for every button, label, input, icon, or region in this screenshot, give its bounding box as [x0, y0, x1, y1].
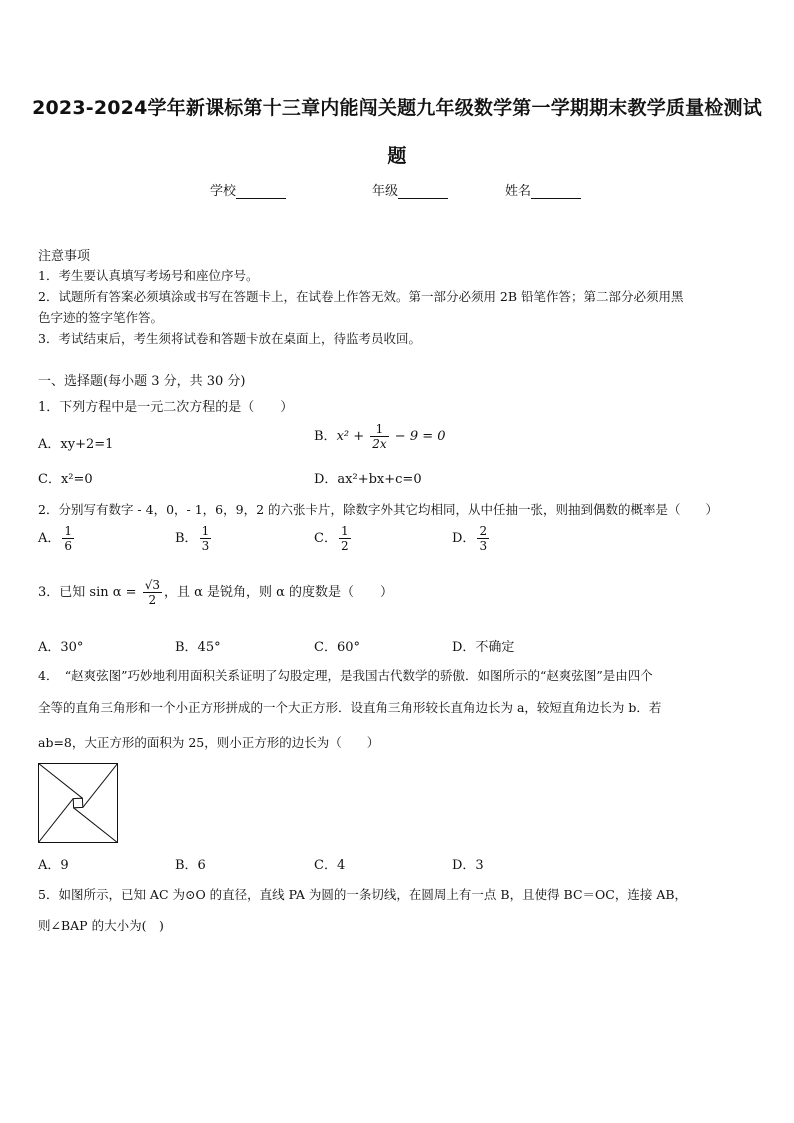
q3-option-c[interactable]: C．60° [314, 640, 360, 655]
chord-line-2 [83, 763, 118, 807]
exam-title-line1: 2023-2024学年新课标第十三章内能闯关题九年级数学第一学期期末教学质量检测试 [32, 97, 762, 119]
q5-line2: 则∠BAP 的大小为( ) [38, 918, 164, 933]
q1-option-c[interactable]: C．x²=0 [38, 472, 93, 487]
name-label: 姓名 [505, 184, 532, 199]
section-heading: 一、选择题(每小题 3 分，共 30 分) [38, 374, 246, 389]
q3-option-b[interactable]: B．45° [175, 640, 221, 655]
q3-option-a[interactable]: A．30° [38, 640, 84, 655]
chord-line-3 [74, 808, 118, 843]
q4-option-b[interactable]: B．6 [175, 858, 206, 873]
q2-option-c[interactable] [314, 524, 353, 553]
q5-line1: 5．如图所示，已知 AC 为⊙O 的直径，直线 PA 为圆的一条切线，在圆周上有一点 B，且使得 BC＝OC，连接 AB， [38, 887, 688, 902]
exam-title [30, 84, 764, 180]
q2-d-label: D． [452, 531, 476, 546]
q1-option-b-label: B． [314, 429, 337, 444]
q2-a-den: 6 [64, 539, 73, 553]
q2-option-b[interactable] [175, 524, 213, 553]
q2-a-fraction [62, 524, 74, 553]
q2-b-num: 1 [201, 524, 210, 538]
q2-b-fraction [200, 524, 212, 553]
grade-field[interactable] [372, 180, 448, 199]
q4-line2: 全等的直角三角形和一个小正方形拼成的一个大正方形．设直角三角形较长直角边长为 a，较短直角边长为 b．若 [38, 700, 662, 715]
q4-option-d[interactable]: D．3 [452, 858, 484, 873]
q2-d-num: 2 [479, 524, 488, 538]
q4-line3: ab=8，大正方形的面积为 25，则小正方形的边长为（ ） [38, 735, 380, 750]
grade-label: 年级 [372, 184, 399, 199]
q2-c-fraction [339, 524, 351, 553]
q2-c-den: 2 [340, 539, 349, 553]
q4-option-a[interactable]: A．9 [38, 858, 69, 873]
name-field[interactable] [505, 180, 581, 199]
q3-post: ，且 α 是锐角，则 α 的度数是（ ） [163, 585, 394, 600]
q2-b-label: B． [175, 531, 198, 546]
school-blank[interactable] [236, 185, 286, 199]
chord-line-4 [38, 799, 73, 843]
q2-option-a[interactable] [38, 524, 76, 553]
q3-den: 2 [143, 592, 162, 607]
outer-square [39, 764, 118, 843]
q2-a-label: A． [38, 531, 61, 546]
q1-b-num: 1 [375, 422, 384, 436]
q2-a-num: 1 [64, 524, 73, 538]
chord-line-1 [38, 763, 82, 798]
q1-b-post: − 9 = 0 [390, 429, 446, 444]
notice-item-3: 3．考试结束后，考生须将试卷和答题卡放在桌面上，待监考员收回。 [38, 331, 421, 346]
q1-option-b[interactable] [314, 422, 446, 451]
q1-b-den: 2x [372, 437, 387, 451]
q3-fraction [143, 578, 162, 607]
q1-b-fraction [370, 422, 388, 451]
q1-stem: 1．下列方程中是一元二次方程的是（ ） [38, 400, 294, 415]
q2-stem: 2．分别写有数字 - 4，0，- 1，6，9，2 的六张卡片，除数字外其它均相同，从中任抽一张，则抽到偶数的概率是（ ） [38, 502, 719, 517]
notice-item-1: 1．考生要认真填写考场号和座位序号。 [38, 268, 259, 283]
q1-option-d[interactable]: D．ax²+bx+c=0 [314, 472, 422, 487]
q3-option-d[interactable]: D．不确定 [452, 640, 515, 655]
q4-line1: 4． “赵爽弦图”巧妙地利用面积关系证明了勾股定理，是我国古代数学的骄傲．如图所示的“赵爽弦图”是由四个 [38, 668, 653, 683]
inner-square [73, 798, 83, 808]
notice-item-2: 2．试题所有答案必须填涂或书写在答题卡上，在试卷上作答无效。第一部分必须用 2B 铅笔作答；第二部分必须用黑 [38, 289, 684, 304]
notice-item-2-cont: 色字迹的签字笔作答。 [38, 310, 164, 325]
school-field[interactable] [210, 180, 286, 199]
q3-stem [38, 578, 393, 607]
grade-blank[interactable] [398, 185, 448, 199]
name-blank[interactable] [531, 185, 581, 199]
q2-d-den: 3 [479, 539, 488, 553]
q2-d-fraction [477, 524, 489, 553]
q2-b-den: 3 [201, 539, 210, 553]
q3-num: √3 [144, 578, 160, 592]
q4-option-c[interactable]: C．4 [314, 858, 346, 873]
notice-heading: 注意事项 [38, 249, 91, 264]
q1-b-pre: x² + [336, 429, 369, 444]
q1-option-a[interactable]: A．xy+2=1 [38, 437, 114, 452]
q2-c-num: 1 [340, 524, 349, 538]
school-label: 学校 [210, 184, 237, 199]
q2-c-label: C． [314, 531, 337, 546]
q3-pre: 3．已知 sin α = [38, 585, 141, 600]
q2-option-d[interactable] [452, 524, 491, 553]
exam-title-line2: 题 [387, 145, 407, 167]
zhao-shuang-chord-diagram [38, 763, 118, 843]
